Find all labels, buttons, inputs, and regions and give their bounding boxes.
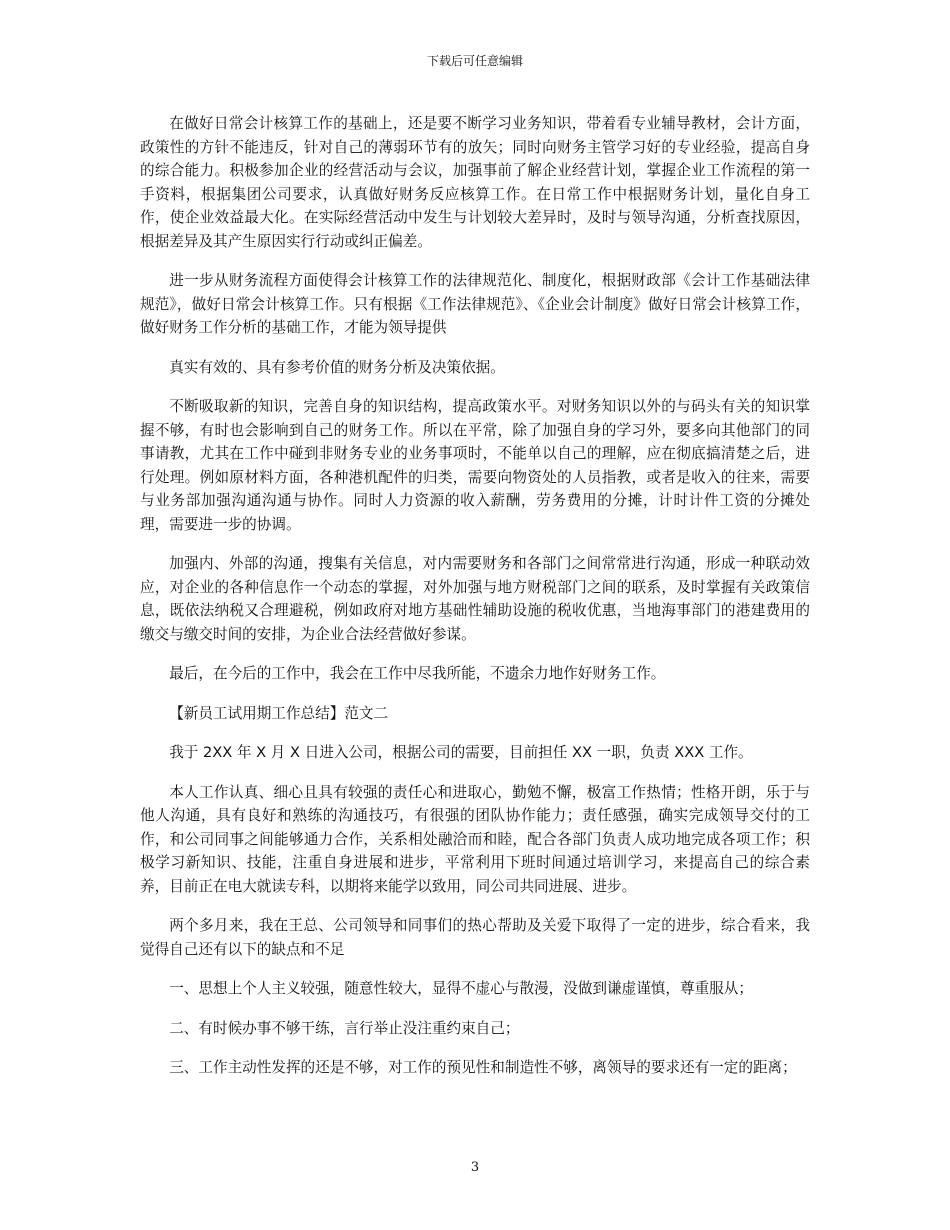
page-header-note: 下载后可任意编辑 [426, 54, 523, 68]
paragraph: 在做好日常会计核算工作的基础上，还是要不断学习业务知识，带着看专业辅导教材，会计方面，政策性的方针不能违反，针对自己的薄弱环节有的放矢；同时向财务主管学习好的专业经验，提高自身的综合能力。积极参加企业的经营活动与会议，加强事前了解企业经营计划，掌握企业工作流程的第一手资料，根据集团公司要求，认真做好财务反应核算工作。在日常工作中根据财务计划，量化自身工作，使企业效益最大化。在实际经营活动中发生与计划较大差异时，及时与领导沟通，分析查找原因，根据差异及其产生原因实行行动或纠正偏差。 [140, 115, 810, 250]
paragraph: 加强内、外部的沟通，搜集有关信息，对内需要财务和各部门之间常常进行沟通，形成一种联动效应，对企业的各种信息作一个动态的掌握，对外加强与地方财税部门之间的联系，及时掌握有关政策信息，既依法纳税又合理避税，例如政府对地方基础性辅助设施的税收优惠，当地海事部门的港建费用的缴交与缴交时间的安排，为企业合法经营做好参谋。 [140, 555, 810, 643]
paragraph: 真实有效的、具有参考价值的财务分析及决策依据。 [169, 358, 505, 376]
paragraph: 不断吸取新的知识，完善自身的知识结构，提高政策水平。对财务知识以外的与码头有关的知识掌握不够，有时也会影响到自己的财务工作。所以在平常，除了加强自身的学习外，要多向其他部门的同事请教，尤其在工作中碰到非财务专业的业务事项时，不能单以自己的理解，应在彻底搞清楚之后，进行处理。例如原材料方面，各种港机配件的归类，需要向物资处的人员指教，或者是收入的往来，需要与业务部加强沟通沟通与协作。同时人力资源的收入薪酬，劳务费用的分摊，计时计件工资的分摊处理，需要进一步的协调。 [140, 398, 810, 533]
paragraph: 最后，在今后的工作中，我会在工作中尽我所能，不遗余力地作好财务工作。 [169, 665, 666, 682]
paragraph: 两个多月来，我在王总、公司领导和同事们的热心帮助及关爱下取得了一定的进步，综合看来，我觉得自己还有以下的缺点和不足 [140, 917, 810, 958]
paragraph: 进一步从财务流程方面使得会计核算工作的法律规范化、制度化，根据财政部《会计工作基础法律规范》，做好日常会计核算工作。只有根据《工作法律规范》、《企业会计制度》做好日常会计核算工作，做好财务工作分析的基础工作，才能为领导提供 [140, 272, 810, 336]
paragraph: 本人工作认真、细心且具有较强的责任心和进取心，勤勉不懈，极富工作热情；性格开朗，乐于与他人沟通，具有良好和熟练的沟通技巧，有很强的团队协作能力；责任感强，确实完成领导交付的工作，和公司同事之间能够通力合作，关系相处融洽而和睦，配合各部门负责人成功地完成各项工作；积极学习新知识、技能，注重自身进展和进步，平常利用下班时间通过培训学习，来提高自己的综合素养，目前正在电大就读专科，以期将来能学以致用，同公司共同进展、进步。 [140, 783, 810, 895]
paragraph: 我于 2XX 年 X 月 X 日进入公司，根据公司的需要，目前担任 XX 一职，负责 XXX 工作。 [169, 744, 753, 761]
document-body [140, 112, 810, 1096]
list-item: 三、工作主动性发挥的还是不够，对工作的预见性和制造性不够，离领导的要求还有一定的距离； [169, 1059, 797, 1076]
page-number: 3 [470, 1160, 480, 1175]
section-heading: 【新员工试用期工作总结】范文二 [169, 704, 389, 722]
list-item: 一、思想上个人主义较强，随意性较大，显得不虚心与散漫，没做到谦虚谨慎，尊重服从； [169, 980, 753, 997]
list-item: 二、有时候办事不够干练，言行举止没注重约束自己； [169, 1019, 520, 1037]
